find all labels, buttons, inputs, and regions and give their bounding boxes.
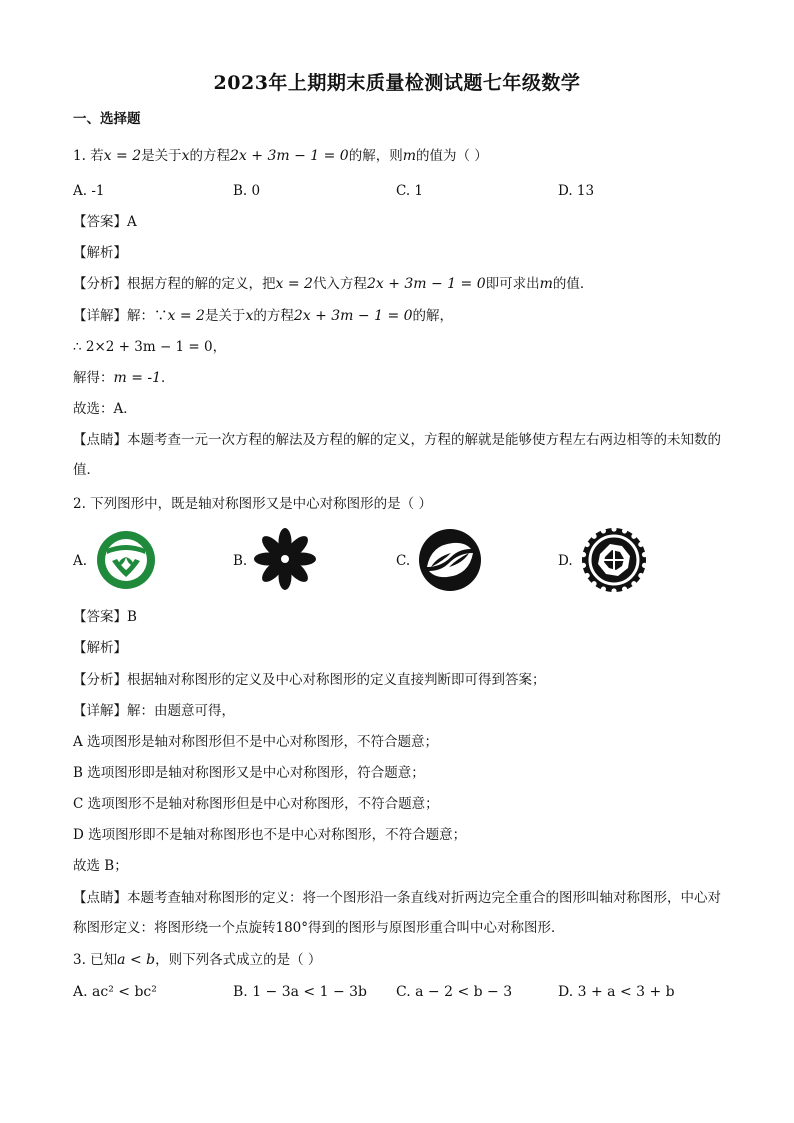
q2-option-d-label: D. [558,553,573,569]
q1-stem-end: 的值为（ ） [416,148,488,164]
q1-step2-pre: 解得： [73,370,114,386]
q1-option-d: D. 13 [558,183,595,199]
question-2-stem: 2. 下列图形中，既是轴对称图形又是中心对称图形的是（ ） [73,496,432,512]
q2-option-d-explain: D 选项图形即不是轴对称图形也不是中心对称图形，不符合题意； [73,827,467,843]
q1-xiangjie-eq2: 2x + 3m − 1 = 0 [293,308,413,324]
q2-option-a-explain: A 选项图形是轴对称图形但不是中心对称图形，不符合题意； [73,734,439,750]
q1-xiangjie-eq1: x = 2 [167,308,205,324]
q1-fenxi-eq2: 2x + 3m − 1 = 0 [366,276,486,292]
q1-xiangjie-end: 的解， [412,308,454,324]
q1-xiangjie-pre: 【详解】解：∵ [73,308,168,324]
q2-option-a-label: A. [73,553,88,569]
q1-xiangjie-mid: 是关于 [204,308,246,324]
q1-eq-x: x = 2 [103,148,142,164]
q2-fenxi: 【分析】根据轴对称图形的定义及中心对称图形的定义直接判断即可得到答案； [73,672,546,688]
q1-step-2 [73,368,175,388]
q1-fenxi-var: m [539,276,553,292]
q2-option-c-label: C. [396,553,411,569]
q1-fenxi-post: 即可求出 [485,276,540,292]
q1-fenxi [73,274,593,294]
q1-xiangjie [73,306,453,326]
q2-answer: 【答案】B [73,609,137,625]
q3-option-c: C. a − 2 < b − 3 [396,984,513,1000]
q1-fenxi-pre: 【分析】根据方程的解的定义，把 [73,276,276,292]
q1-xiangjie-mid2: 的方程 [253,308,294,324]
q1-option-b: B. 0 [233,183,261,199]
q3-option-b: B. 1 − 3a < 1 − 3b [233,984,368,1000]
q1-xiangjie-var: x [245,308,254,324]
q1-var-m: m [402,148,416,164]
q1-dianjing: 【点睛】本题考查一元一次方程的解法及方程的解的定义，方程的解就是能够使方程左右两边相等的未知数的值． [73,432,721,478]
q1-stem-mid: 是关于 [141,148,182,164]
green-food-logo-icon [95,529,157,591]
q1-var-x: x [181,148,190,164]
q1-step2-eq: m = -1 [113,370,162,386]
q1-option-c: C. 1 [396,183,424,199]
gear-ring-icon [581,527,647,593]
q1-option-a: A. -1 [73,183,105,199]
q3-option-a: A. ac² < bc² [73,984,157,1000]
q1-stem-mid2: 的方程 [189,148,231,164]
q3-stem-pre: 3. 已知 [73,952,118,968]
q1-stem-post: 的解，则 [348,148,403,164]
yin-yang-leaf-icon [417,527,483,593]
eight-petal-flower-icon [253,527,317,591]
q2-dianjing: 【点睛】本题考查轴对称图形的定义：将一个图形沿一条直线对折两边完全重合的图形叫轴对称图形，中心对称图形定义：将图形绕一个点旋转180°得到的图形与原图形重合叫中心对称图形． [73,890,721,936]
q1-stem-prefix: 1. 若 [73,148,104,164]
section-heading: 一、选择题 [73,111,141,127]
q1-fenxi-mid: 代入方程 [312,276,367,292]
q2-analysis-label: 【解析】 [73,640,127,656]
page-title: 2023年上期期末质量检测试题七年级数学 [213,72,581,94]
q2-xiangjie: 【详解】解：由题意可得， [73,703,235,719]
q1-analysis-label: 【解析】 [73,245,127,261]
q3-stem-end: ，则下列各式成立的是（ ） [155,952,322,968]
q2-choose: 故选 B； [73,858,128,874]
q1-answer: 【答案】A [73,214,137,230]
q1-step-1: ∴ 2×2 + 3m − 1 = 0， [73,339,227,355]
q3-option-d: D. 3 + a < 3 + b [558,984,675,1000]
question-1-stem [73,146,488,166]
question-3-stem [73,950,321,970]
q2-option-b-label: B. [233,553,248,569]
q1-fenxi-end: 的值． [552,276,594,292]
q2-option-c-explain: C 选项图形不是轴对称图形但是中心对称图形，不符合题意； [73,796,439,812]
q1-fenxi-eq1: x = 2 [275,276,313,292]
q2-option-b-explain: B 选项图形即是轴对称图形又是中心对称图形，符合题意； [73,765,425,781]
q1-equation: 2x + 3m − 1 = 0 [230,148,349,164]
q1-choose: 故选：A． [73,401,137,417]
q3-condition: a < b [117,952,156,968]
q1-step2-end: ． [161,370,175,386]
